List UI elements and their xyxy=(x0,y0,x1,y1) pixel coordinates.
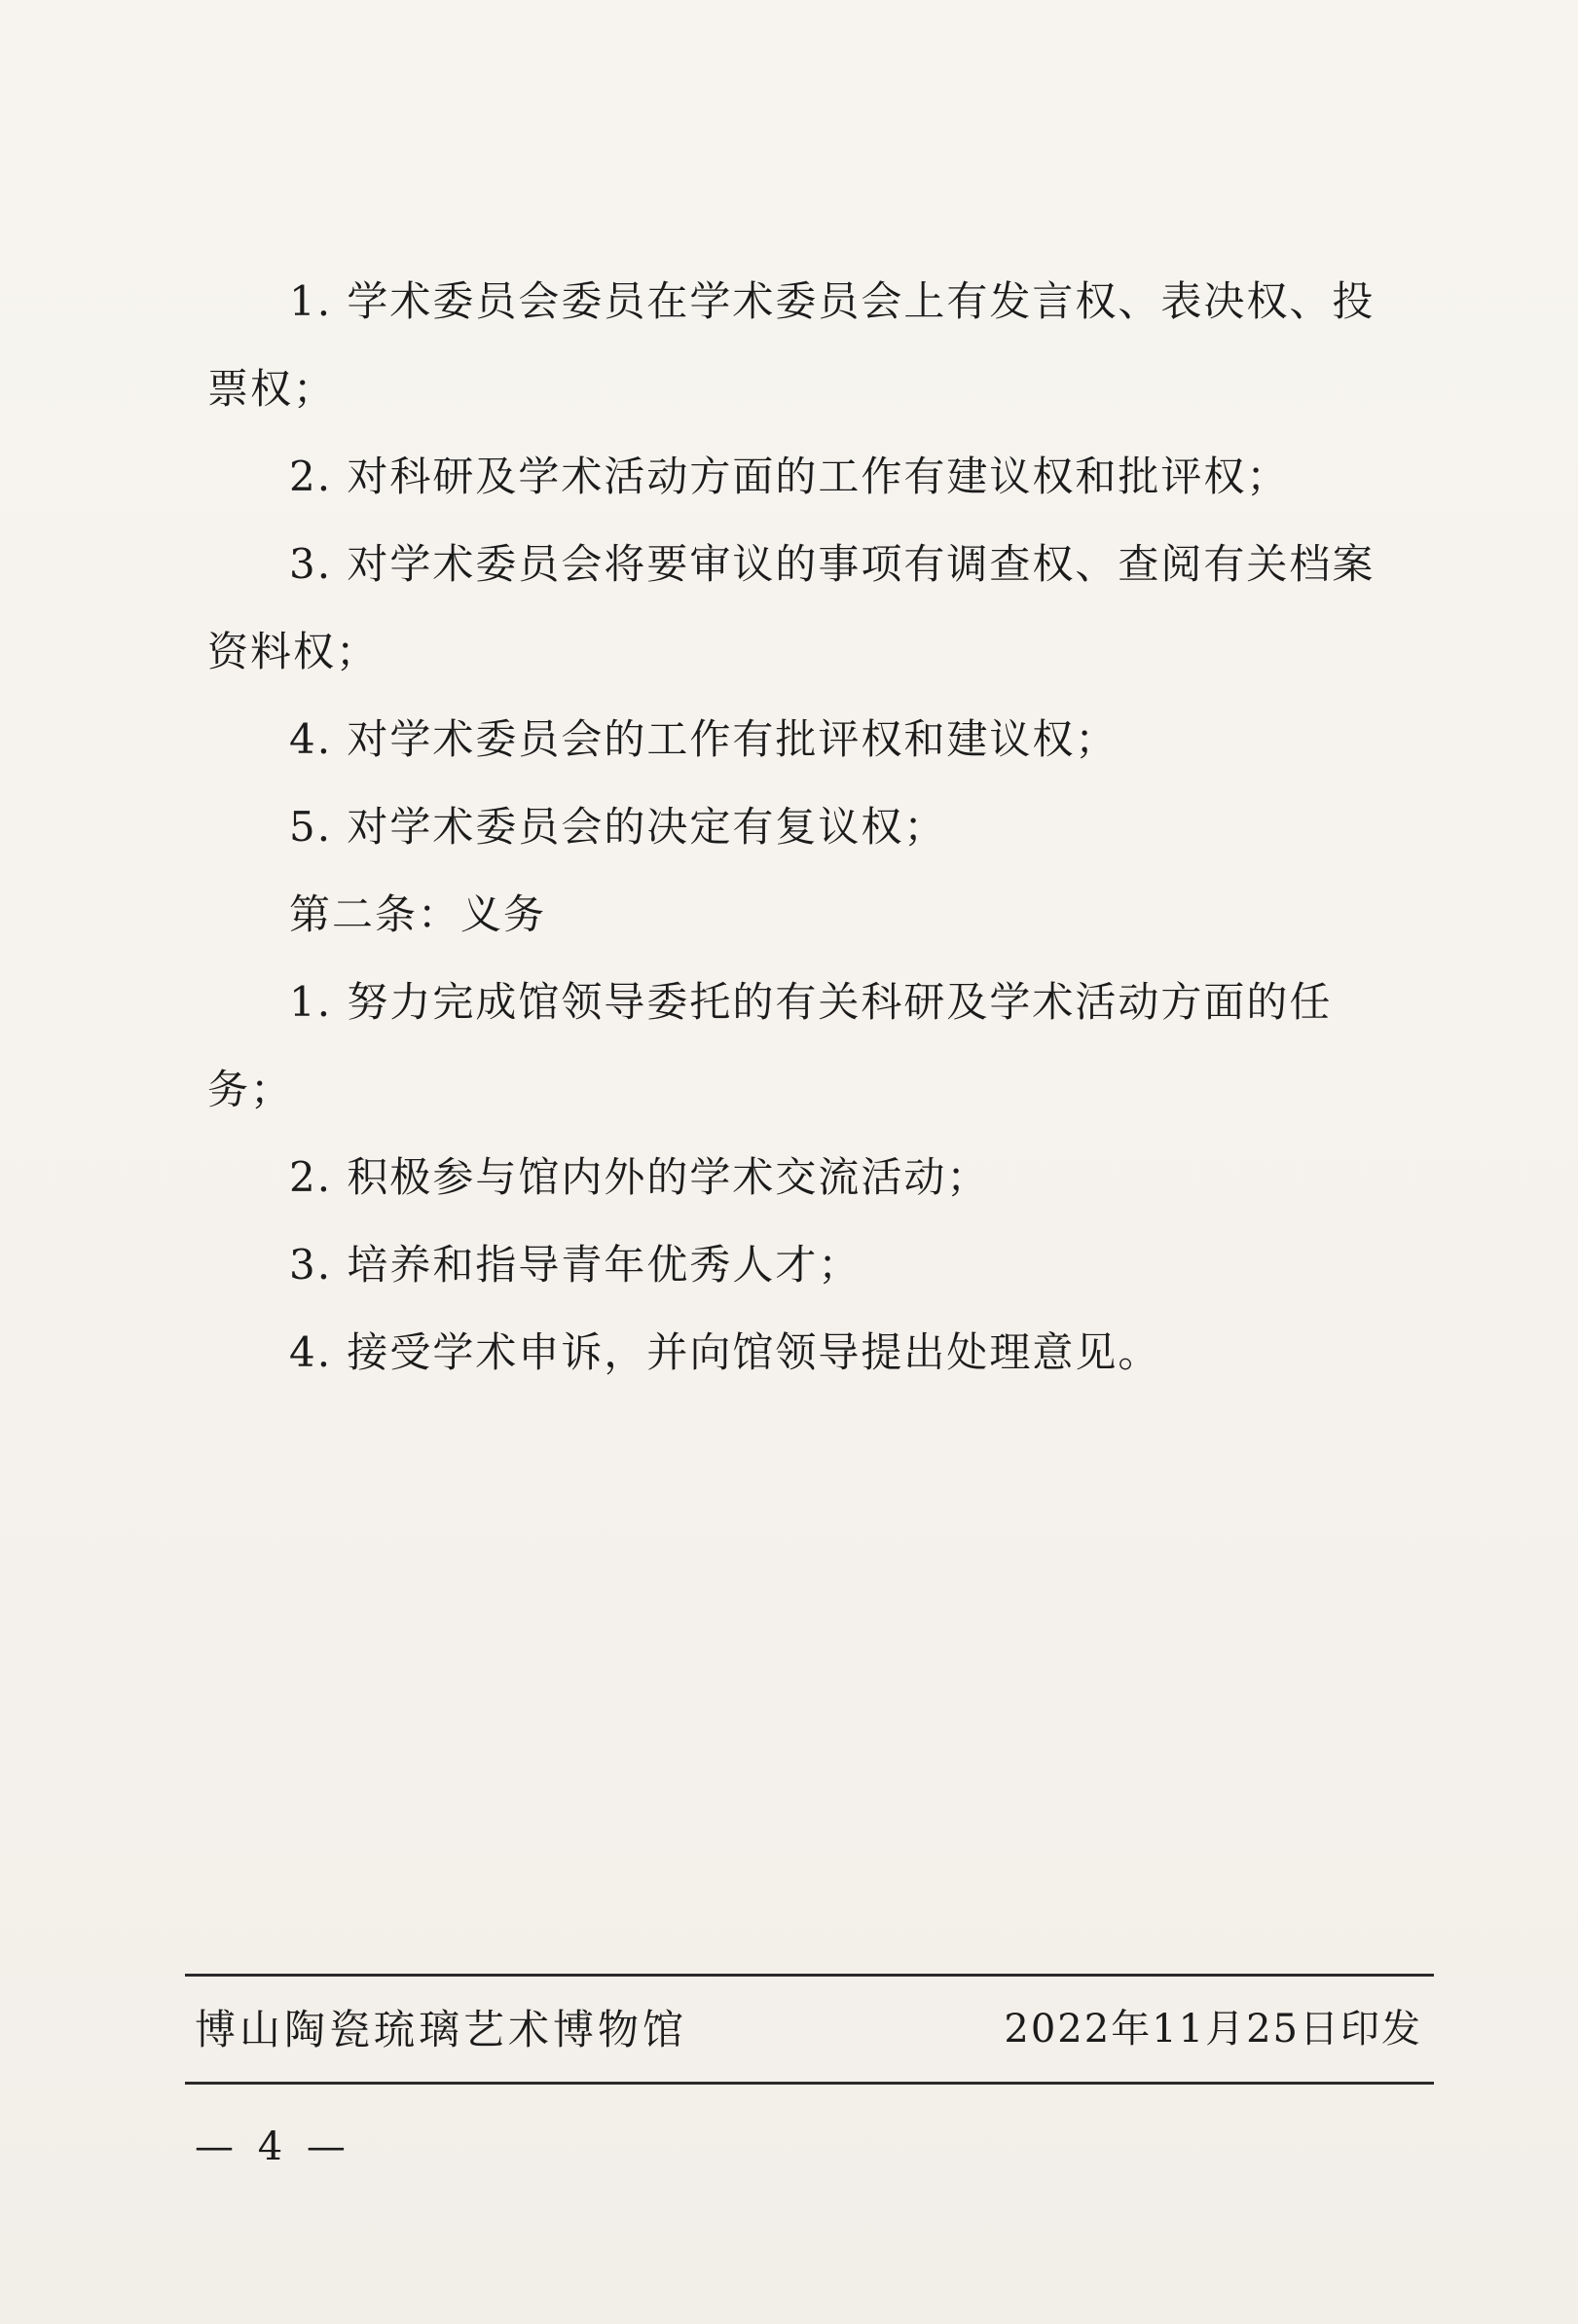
page-number: — 4 — xyxy=(195,2124,351,2169)
paragraph-9: 4. 接受学术申诉，并向馆领导提出处理意见。 xyxy=(289,1328,1161,1376)
paragraph-7: 2. 积极参与馆内外的学术交流活动； xyxy=(289,1153,990,1201)
paragraph-1: 1. 学术委员会委员在学术委员会上有发言权、表决权、投票权； xyxy=(207,277,1376,413)
paragraph-5: 5. 对学术委员会的决定有复议权； xyxy=(289,803,947,851)
document-footer xyxy=(185,1974,1434,2085)
paragraph-8: 3. 培养和指导青年优秀人才； xyxy=(289,1241,862,1289)
main-content xyxy=(207,258,1414,1397)
paragraph-3: 3. 对学术委员会将要审议的事项有调查权、查阅有关档案资料权； xyxy=(207,540,1376,675)
footer-print-date: 2022年11月25日印发 xyxy=(1004,2007,1422,2052)
footer-organization: 博山陶瓷琉璃艺术博物馆 xyxy=(195,2006,688,2053)
paragraph-2: 2. 对科研及学术活动方面的工作有建议权和批评权； xyxy=(289,453,1290,500)
paragraph-4: 4. 对学术委员会的工作有批评权和建议权； xyxy=(289,715,1119,763)
paragraph-6: 1. 努力完成馆领导委托的有关科研及学术活动方面的任务； xyxy=(207,978,1333,1113)
section-heading-article-2: 第二条：义务 xyxy=(289,890,547,938)
